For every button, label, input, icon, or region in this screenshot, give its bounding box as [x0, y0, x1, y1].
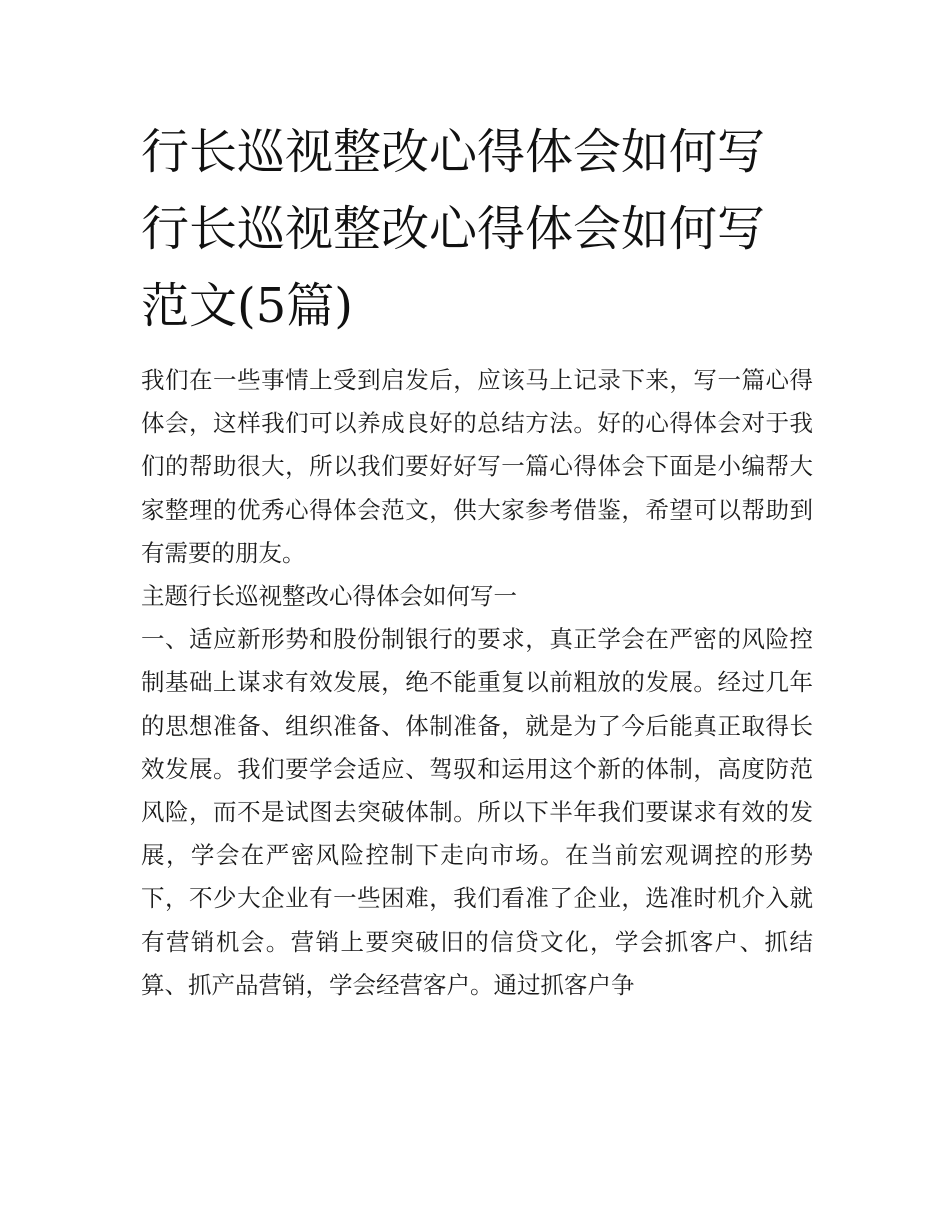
document-title — [141, 114, 813, 345]
title-line-1: 行长巡视整改心得体会如何写 — [141, 124, 766, 180]
document-content — [141, 114, 813, 1007]
title-line-3: 范文(5篇) — [141, 278, 353, 334]
title-line-2: 行长巡视整改心得体会如何写 — [141, 201, 766, 257]
section-heading: 主题行长巡视整改心得体会如何写一 — [141, 582, 517, 611]
body-paragraph: 一、适应新形势和股份制银行的要求，真正学会在严密的风险控制基础上谋求有效发展，绝不能重复以前粗放的发展。经过几年的思想准备、组织准备、体制准备，就是为了今后能真正取得长效发展。我们要学会适应、驾驭和运用这个新的体制，高度防范风险，而不是试图去突破体制。所以下半年我们要谋求有效的发展，学会在严密风险控制下走向市场。在当前宏观调控的形势下，不少大企业有一些困难，我们看准了企业，选准时机介入就有营销机会。营销上要突破旧的信贷文化，学会抓客户、抓结算、抓产品营销，学会经营客户。通过抓客户争 — [141, 625, 813, 999]
intro-paragraph: 我们在一些事情上受到启发后，应该马上记录下来，写一篇心得体会，这样我们可以养成良好的总结方法。好的心得体会对于我们的帮助很大，所以我们要好好写一篇心得体会下面是小编帮大家整理的优秀心得体会范文，供大家参考借鉴，希望可以帮助到有需要的朋友。 — [141, 366, 813, 567]
